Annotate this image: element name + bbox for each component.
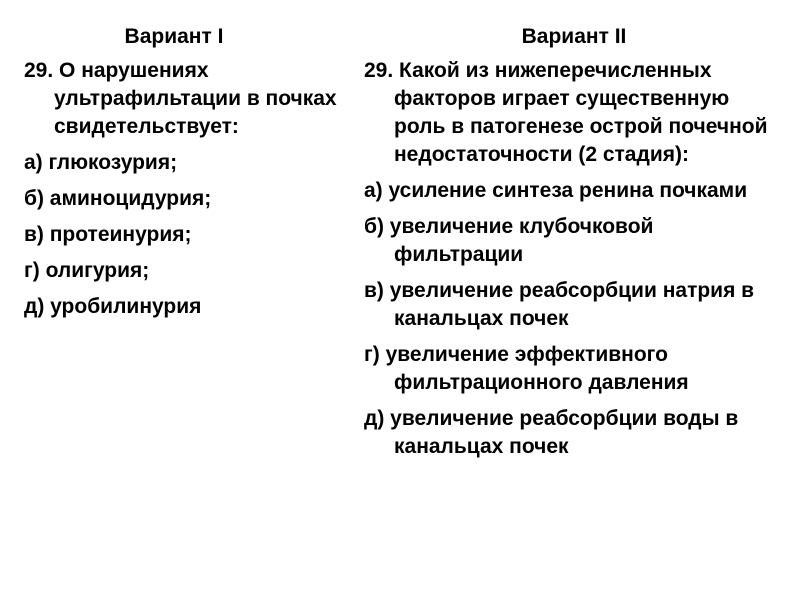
- variant-1-option-e: д) уробилинурия: [24, 295, 202, 318]
- variant-1-option-d: г) олигурия;: [24, 259, 150, 282]
- variant-2-question: 29. Какой из нижеперечисленных факторов играет существенную роль в патогенезе острой почечной недостаточности (2 стадия):: [364, 59, 768, 166]
- variant-1-heading: Вариант I: [124, 25, 224, 48]
- variant-1-option-a: а) глюкозурия;: [24, 151, 178, 174]
- variant-2-option-a: а) усиление синтеза ренина почками: [364, 179, 748, 202]
- variant-1-question: 29. О нарушениях ультрафильтации в почках свидетельствует:: [24, 59, 337, 138]
- variant-2-column: [364, 23, 784, 469]
- variant-1-option-b: б) аминоцидурия;: [24, 187, 212, 210]
- variant-2-option-c: в) увеличение реабсорбции натрия в канальцах почек: [364, 279, 755, 330]
- variant-2-option-e: д) увеличение реабсорбции воды в канальцах почек: [364, 407, 739, 458]
- variant-1-column: [24, 23, 344, 329]
- variant-1-option-c: в) протеинурия;: [24, 223, 192, 246]
- variant-2-option-b: б) увеличение клубочковой фильтрации: [364, 215, 654, 266]
- variant-2-heading: Вариант II: [521, 25, 627, 48]
- variant-2-option-d: г) увеличение эффективного фильтрационного давления: [364, 343, 689, 394]
